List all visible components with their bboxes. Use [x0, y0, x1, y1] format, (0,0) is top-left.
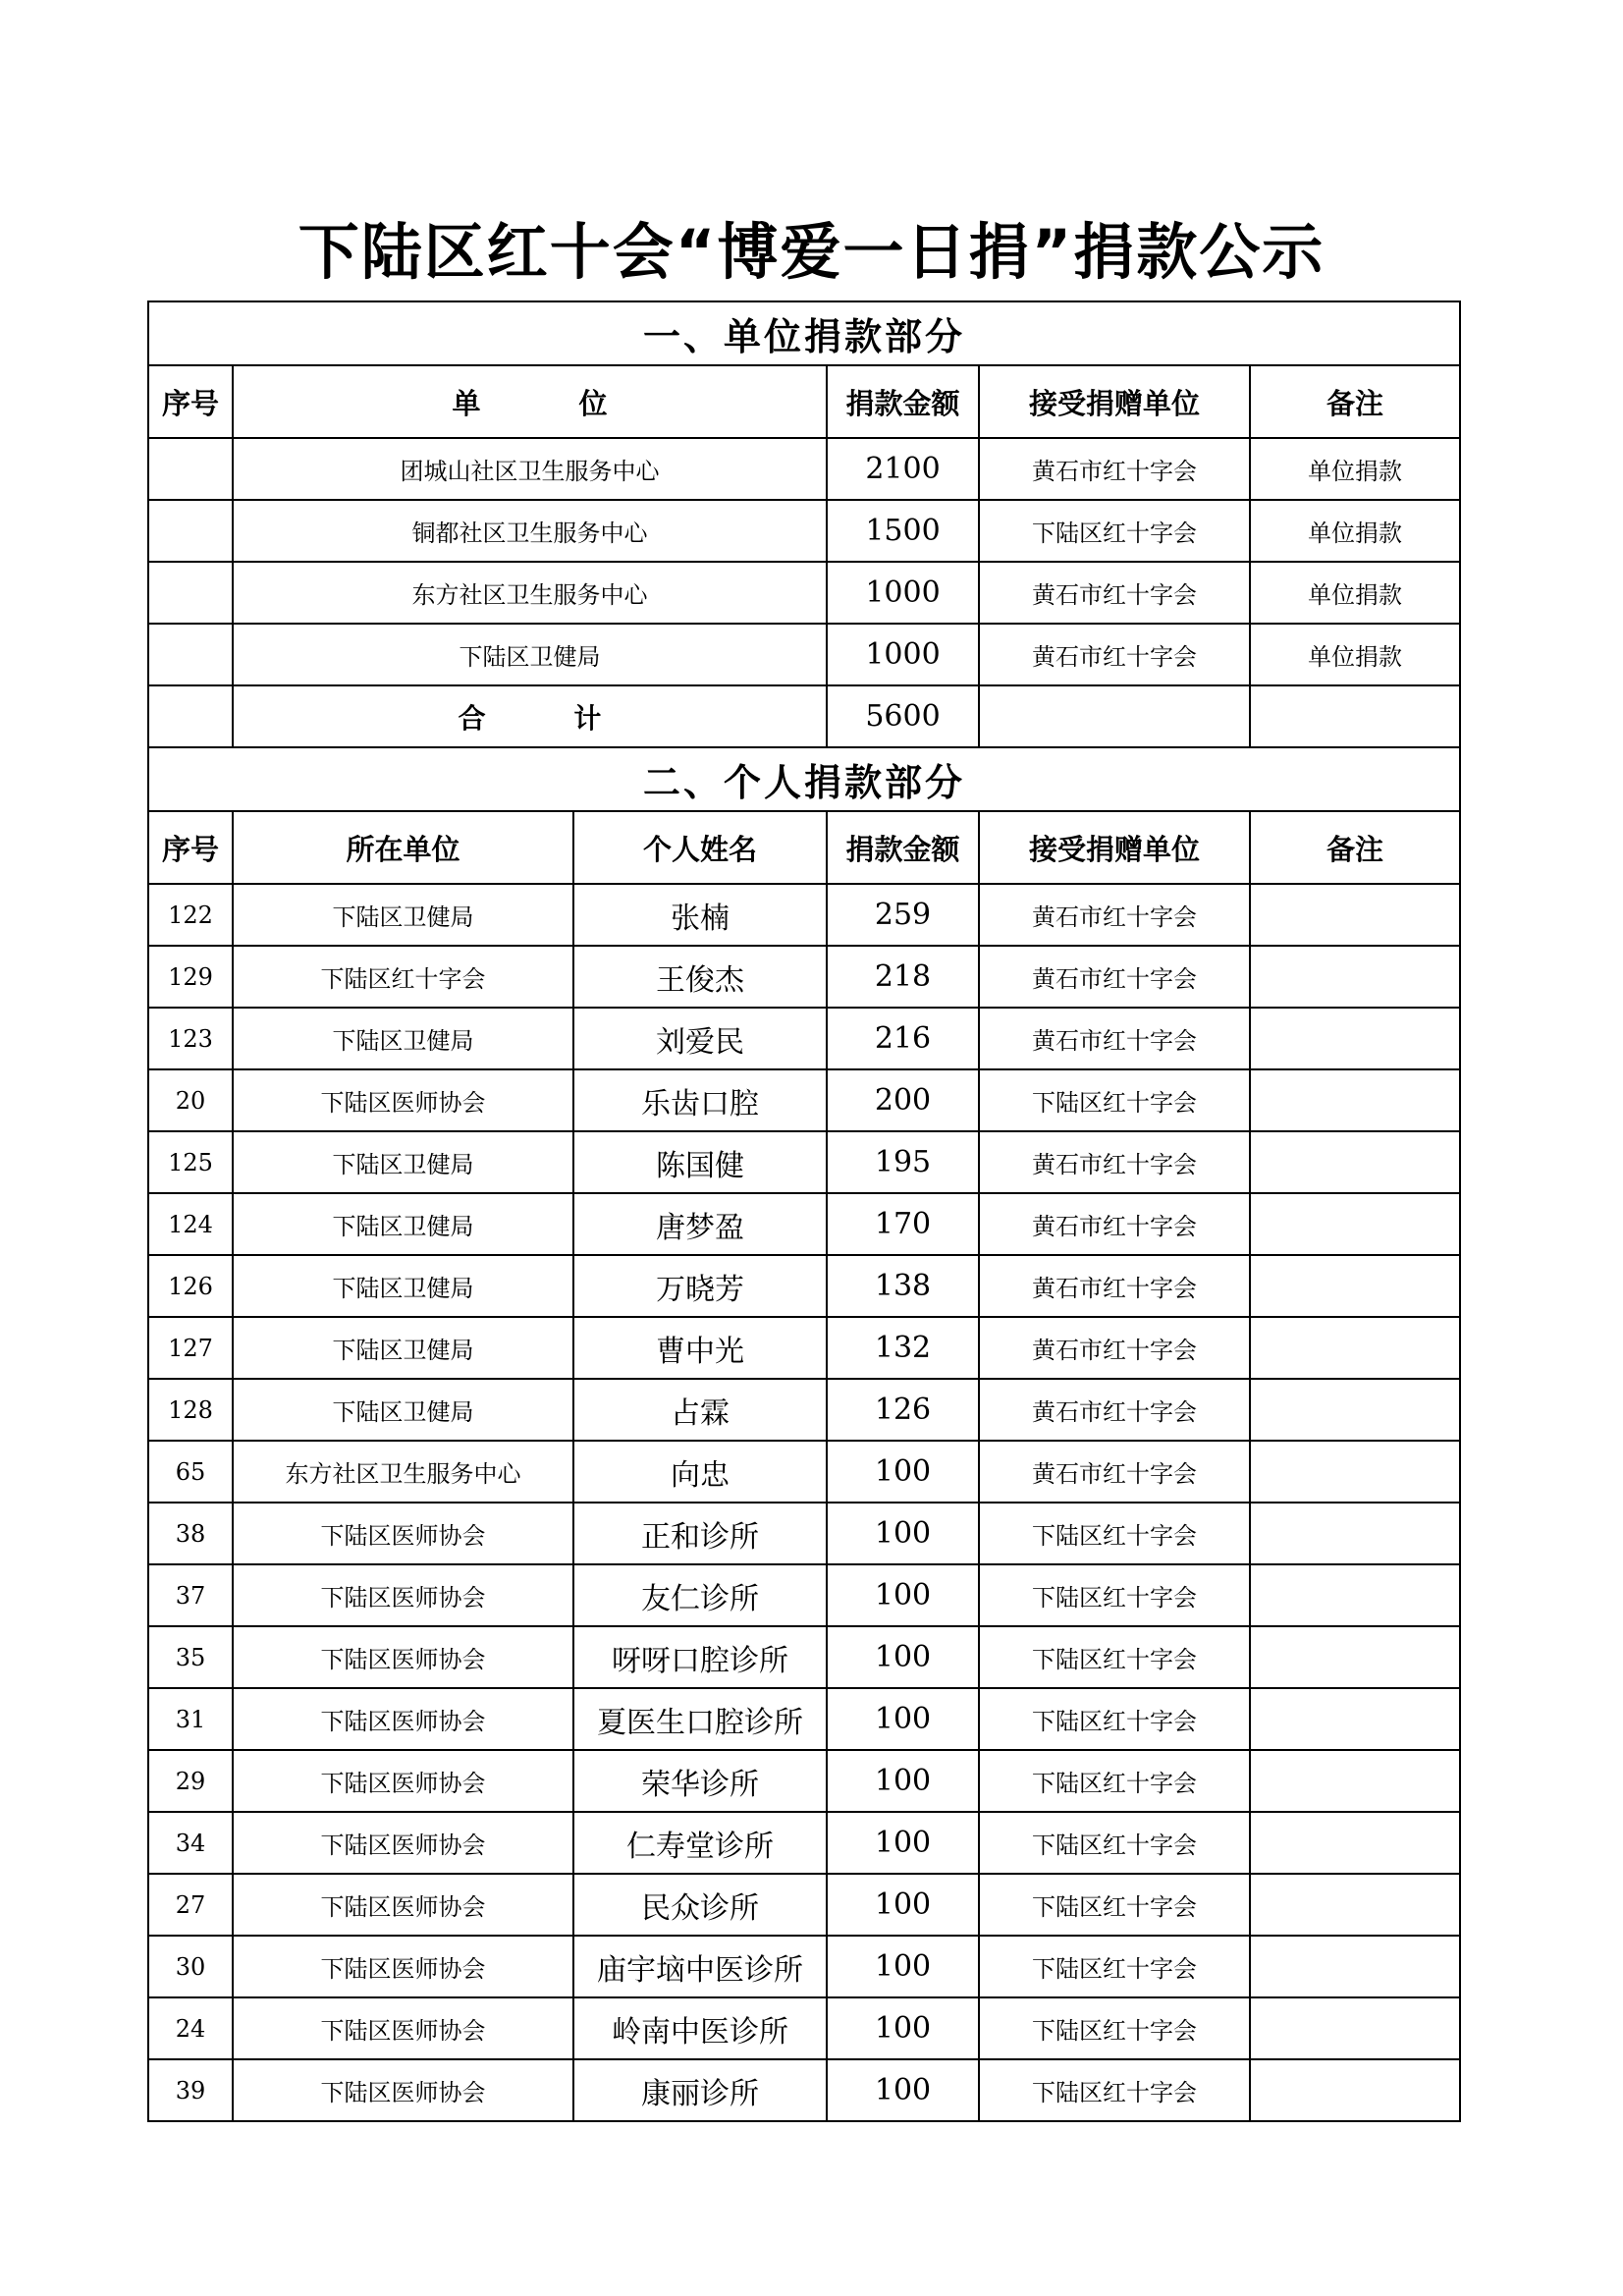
cell-note — [1250, 1379, 1460, 1441]
cell-amount: 100 — [827, 1874, 979, 1936]
cell-amount: 100 — [827, 1441, 979, 1503]
table-row — [148, 1441, 1460, 1503]
cell-unit: 下陆区医师协会 — [233, 1626, 573, 1688]
cell-amount: 200 — [827, 1069, 979, 1131]
cell-receiver: 黄石市红十字会 — [979, 1008, 1250, 1069]
table-row — [148, 1008, 1460, 1069]
cell-note — [1250, 1564, 1460, 1626]
cell-receiver: 黄石市红十字会 — [979, 884, 1250, 946]
cell-name: 荣华诊所 — [573, 1750, 827, 1812]
cell-unit: 下陆区医师协会 — [233, 1564, 573, 1626]
cell-name: 王俊杰 — [573, 946, 827, 1008]
cell-unit: 团城山社区卫生服务中心 — [233, 438, 827, 500]
cell-note — [1250, 1626, 1460, 1688]
cell-name: 庙宇垴中医诊所 — [573, 1936, 827, 1997]
unit-section-heading-row — [148, 301, 1460, 365]
cell-amount: 100 — [827, 1503, 979, 1564]
cell-note — [1250, 946, 1460, 1008]
header-unit: 单 位 — [233, 365, 827, 438]
cell-name: 向忠 — [573, 1441, 827, 1503]
cell-note — [1250, 1874, 1460, 1936]
cell-unit: 下陆区医师协会 — [233, 1688, 573, 1750]
cell-name: 陈国健 — [573, 1131, 827, 1193]
cell-name: 仁寿堂诊所 — [573, 1812, 827, 1874]
cell-no — [148, 562, 233, 624]
cell-note — [1250, 1936, 1460, 1997]
cell-no: 65 — [148, 1441, 233, 1503]
cell-amount: 195 — [827, 1131, 979, 1193]
cell-amount: 100 — [827, 1688, 979, 1750]
cell-no: 39 — [148, 2059, 233, 2121]
cell-receiver: 下陆区红十字会 — [979, 1688, 1250, 1750]
cell-note — [1250, 1255, 1460, 1317]
cell-receiver: 下陆区红十字会 — [979, 1626, 1250, 1688]
cell-name: 友仁诊所 — [573, 1564, 827, 1626]
cell-no: 29 — [148, 1750, 233, 1812]
cell-receiver: 黄石市红十字会 — [979, 946, 1250, 1008]
personal-section-heading: 二、个人捐款部分 — [148, 747, 1460, 811]
cell-unit: 下陆区卫健局 — [233, 1193, 573, 1255]
cell-amount: 100 — [827, 1626, 979, 1688]
cell-note — [1250, 1131, 1460, 1193]
cell-amount: 216 — [827, 1008, 979, 1069]
cell-receiver: 黄石市红十字会 — [979, 1131, 1250, 1193]
table-row — [148, 1503, 1460, 1564]
table-row — [148, 624, 1460, 685]
cell-no: 122 — [148, 884, 233, 946]
table-row — [148, 500, 1460, 562]
cell-name: 岭南中医诊所 — [573, 1997, 827, 2059]
cell-note — [1250, 2059, 1460, 2121]
cell-unit: 下陆区卫健局 — [233, 1255, 573, 1317]
header-receiver: 接受捐赠单位 — [979, 811, 1250, 884]
cell-name: 唐梦盈 — [573, 1193, 827, 1255]
cell-note — [1250, 884, 1460, 946]
cell-unit: 下陆区医师协会 — [233, 1874, 573, 1936]
cell-no — [148, 438, 233, 500]
cell-no: 31 — [148, 1688, 233, 1750]
cell-amount: 2100 — [827, 438, 979, 500]
cell-amount: 1000 — [827, 562, 979, 624]
header-note: 备注 — [1250, 365, 1460, 438]
cell-name: 夏医生口腔诊所 — [573, 1688, 827, 1750]
cell-note — [1250, 1503, 1460, 1564]
header-no: 序号 — [148, 365, 233, 438]
table-row — [148, 1626, 1460, 1688]
cell-no: 124 — [148, 1193, 233, 1255]
cell-amount: 1000 — [827, 624, 979, 685]
cell-no: 37 — [148, 1564, 233, 1626]
cell-note: 单位捐款 — [1250, 562, 1460, 624]
total-no — [148, 685, 233, 747]
cell-note — [1250, 1441, 1460, 1503]
cell-name: 正和诊所 — [573, 1503, 827, 1564]
cell-receiver: 黄石市红十字会 — [979, 1255, 1250, 1317]
cell-note: 单位捐款 — [1250, 624, 1460, 685]
cell-no: 128 — [148, 1379, 233, 1441]
cell-note — [1250, 1812, 1460, 1874]
cell-note — [1250, 1069, 1460, 1131]
cell-name: 乐齿口腔 — [573, 1069, 827, 1131]
cell-unit: 下陆区卫健局 — [233, 1317, 573, 1379]
table-row — [148, 1317, 1460, 1379]
cell-no: 129 — [148, 946, 233, 1008]
cell-unit: 下陆区医师协会 — [233, 1069, 573, 1131]
cell-unit: 下陆区医师协会 — [233, 1812, 573, 1874]
cell-unit: 下陆区医师协会 — [233, 2059, 573, 2121]
cell-amount: 259 — [827, 884, 979, 946]
cell-note — [1250, 1008, 1460, 1069]
header-unit: 所在单位 — [233, 811, 573, 884]
total-amount: 5600 — [827, 685, 979, 747]
cell-amount: 100 — [827, 1936, 979, 1997]
cell-unit: 铜都社区卫生服务中心 — [233, 500, 827, 562]
cell-amount: 100 — [827, 1812, 979, 1874]
cell-note — [1250, 1688, 1460, 1750]
cell-no: 123 — [148, 1008, 233, 1069]
cell-unit: 下陆区卫健局 — [233, 1131, 573, 1193]
cell-amount: 138 — [827, 1255, 979, 1317]
table-row — [148, 1750, 1460, 1812]
cell-name: 曹中光 — [573, 1317, 827, 1379]
cell-receiver: 黄石市红十字会 — [979, 1317, 1250, 1379]
unit-section-heading: 一、单位捐款部分 — [148, 301, 1460, 365]
cell-receiver: 下陆区红十字会 — [979, 1069, 1250, 1131]
total-label: 合 计 — [233, 685, 827, 747]
cell-receiver: 下陆区红十字会 — [979, 1997, 1250, 2059]
cell-name: 占霖 — [573, 1379, 827, 1441]
cell-note: 单位捐款 — [1250, 438, 1460, 500]
cell-no: 38 — [148, 1503, 233, 1564]
cell-no: 126 — [148, 1255, 233, 1317]
cell-name: 刘爱民 — [573, 1008, 827, 1069]
cell-unit: 东方社区卫生服务中心 — [233, 562, 827, 624]
cell-no: 24 — [148, 1997, 233, 2059]
cell-receiver: 下陆区红十字会 — [979, 1503, 1250, 1564]
cell-amount: 126 — [827, 1379, 979, 1441]
personal-section-heading-row — [148, 747, 1460, 811]
cell-unit: 下陆区卫健局 — [233, 624, 827, 685]
cell-receiver: 下陆区红十字会 — [979, 1812, 1250, 1874]
cell-amount: 100 — [827, 1564, 979, 1626]
cell-name: 万晓芳 — [573, 1255, 827, 1317]
header-receiver: 接受捐赠单位 — [979, 365, 1250, 438]
table-row — [148, 1936, 1460, 1997]
header-amount: 捐款金额 — [827, 365, 979, 438]
cell-name: 康丽诊所 — [573, 2059, 827, 2121]
cell-amount: 100 — [827, 2059, 979, 2121]
cell-receiver: 下陆区红十字会 — [979, 1874, 1250, 1936]
personal-header-row — [148, 811, 1460, 884]
cell-unit: 下陆区医师协会 — [233, 1997, 573, 2059]
table-row — [148, 946, 1460, 1008]
cell-unit: 下陆区卫健局 — [233, 1379, 573, 1441]
cell-unit: 下陆区红十字会 — [233, 946, 573, 1008]
cell-receiver: 下陆区红十字会 — [979, 2059, 1250, 2121]
table-row — [148, 1997, 1460, 2059]
table-row — [148, 1379, 1460, 1441]
cell-no: 34 — [148, 1812, 233, 1874]
cell-no: 125 — [148, 1131, 233, 1193]
table-row — [148, 438, 1460, 500]
cell-unit: 下陆区卫健局 — [233, 884, 573, 946]
cell-receiver: 黄石市红十字会 — [979, 1441, 1250, 1503]
table-row — [148, 1069, 1460, 1131]
cell-no: 30 — [148, 1936, 233, 1997]
table-row — [148, 884, 1460, 946]
cell-unit: 下陆区卫健局 — [233, 1008, 573, 1069]
unit-total-row — [148, 685, 1460, 747]
cell-receiver: 下陆区红十字会 — [979, 500, 1250, 562]
table-row — [148, 1193, 1460, 1255]
cell-no: 27 — [148, 1874, 233, 1936]
table-row — [148, 1874, 1460, 1936]
cell-no — [148, 500, 233, 562]
cell-amount: 100 — [827, 1750, 979, 1812]
header-note: 备注 — [1250, 811, 1460, 884]
cell-unit: 下陆区医师协会 — [233, 1503, 573, 1564]
cell-note — [1250, 1317, 1460, 1379]
cell-no: 35 — [148, 1626, 233, 1688]
cell-amount: 100 — [827, 1997, 979, 2059]
header-amount: 捐款金额 — [827, 811, 979, 884]
cell-amount: 170 — [827, 1193, 979, 1255]
cell-no: 20 — [148, 1069, 233, 1131]
cell-amount: 1500 — [827, 500, 979, 562]
table-row — [148, 1255, 1460, 1317]
table-row — [148, 562, 1460, 624]
table-row — [148, 1812, 1460, 1874]
cell-name: 呀呀口腔诊所 — [573, 1626, 827, 1688]
header-name: 个人姓名 — [573, 811, 827, 884]
cell-receiver: 下陆区红十字会 — [979, 1564, 1250, 1626]
table-row — [148, 1131, 1460, 1193]
cell-note — [1250, 1193, 1460, 1255]
cell-no — [148, 624, 233, 685]
table-row — [148, 1564, 1460, 1626]
header-no: 序号 — [148, 811, 233, 884]
cell-receiver: 下陆区红十字会 — [979, 1936, 1250, 1997]
cell-note: 单位捐款 — [1250, 500, 1460, 562]
cell-receiver: 黄石市红十字会 — [979, 1193, 1250, 1255]
cell-receiver: 下陆区红十字会 — [979, 1750, 1250, 1812]
cell-amount: 132 — [827, 1317, 979, 1379]
cell-unit: 下陆区医师协会 — [233, 1936, 573, 1997]
total-receiver — [979, 685, 1250, 747]
cell-amount: 218 — [827, 946, 979, 1008]
cell-receiver: 黄石市红十字会 — [979, 438, 1250, 500]
cell-unit: 下陆区医师协会 — [233, 1750, 573, 1812]
cell-name: 民众诊所 — [573, 1874, 827, 1936]
cell-receiver: 黄石市红十字会 — [979, 562, 1250, 624]
page-title: 下陆区红十会“博爱一日捐”捐款公示 — [298, 216, 1325, 288]
table-row — [148, 1688, 1460, 1750]
cell-note — [1250, 1750, 1460, 1812]
cell-unit: 东方社区卫生服务中心 — [233, 1441, 573, 1503]
total-note — [1250, 685, 1460, 747]
cell-receiver: 黄石市红十字会 — [979, 1379, 1250, 1441]
unit-header-row — [148, 365, 1460, 438]
cell-name: 张楠 — [573, 884, 827, 946]
cell-receiver: 黄石市红十字会 — [979, 624, 1250, 685]
cell-note — [1250, 1997, 1460, 2059]
cell-no: 127 — [148, 1317, 233, 1379]
table-row — [148, 2059, 1460, 2121]
donation-table — [147, 301, 1461, 2122]
